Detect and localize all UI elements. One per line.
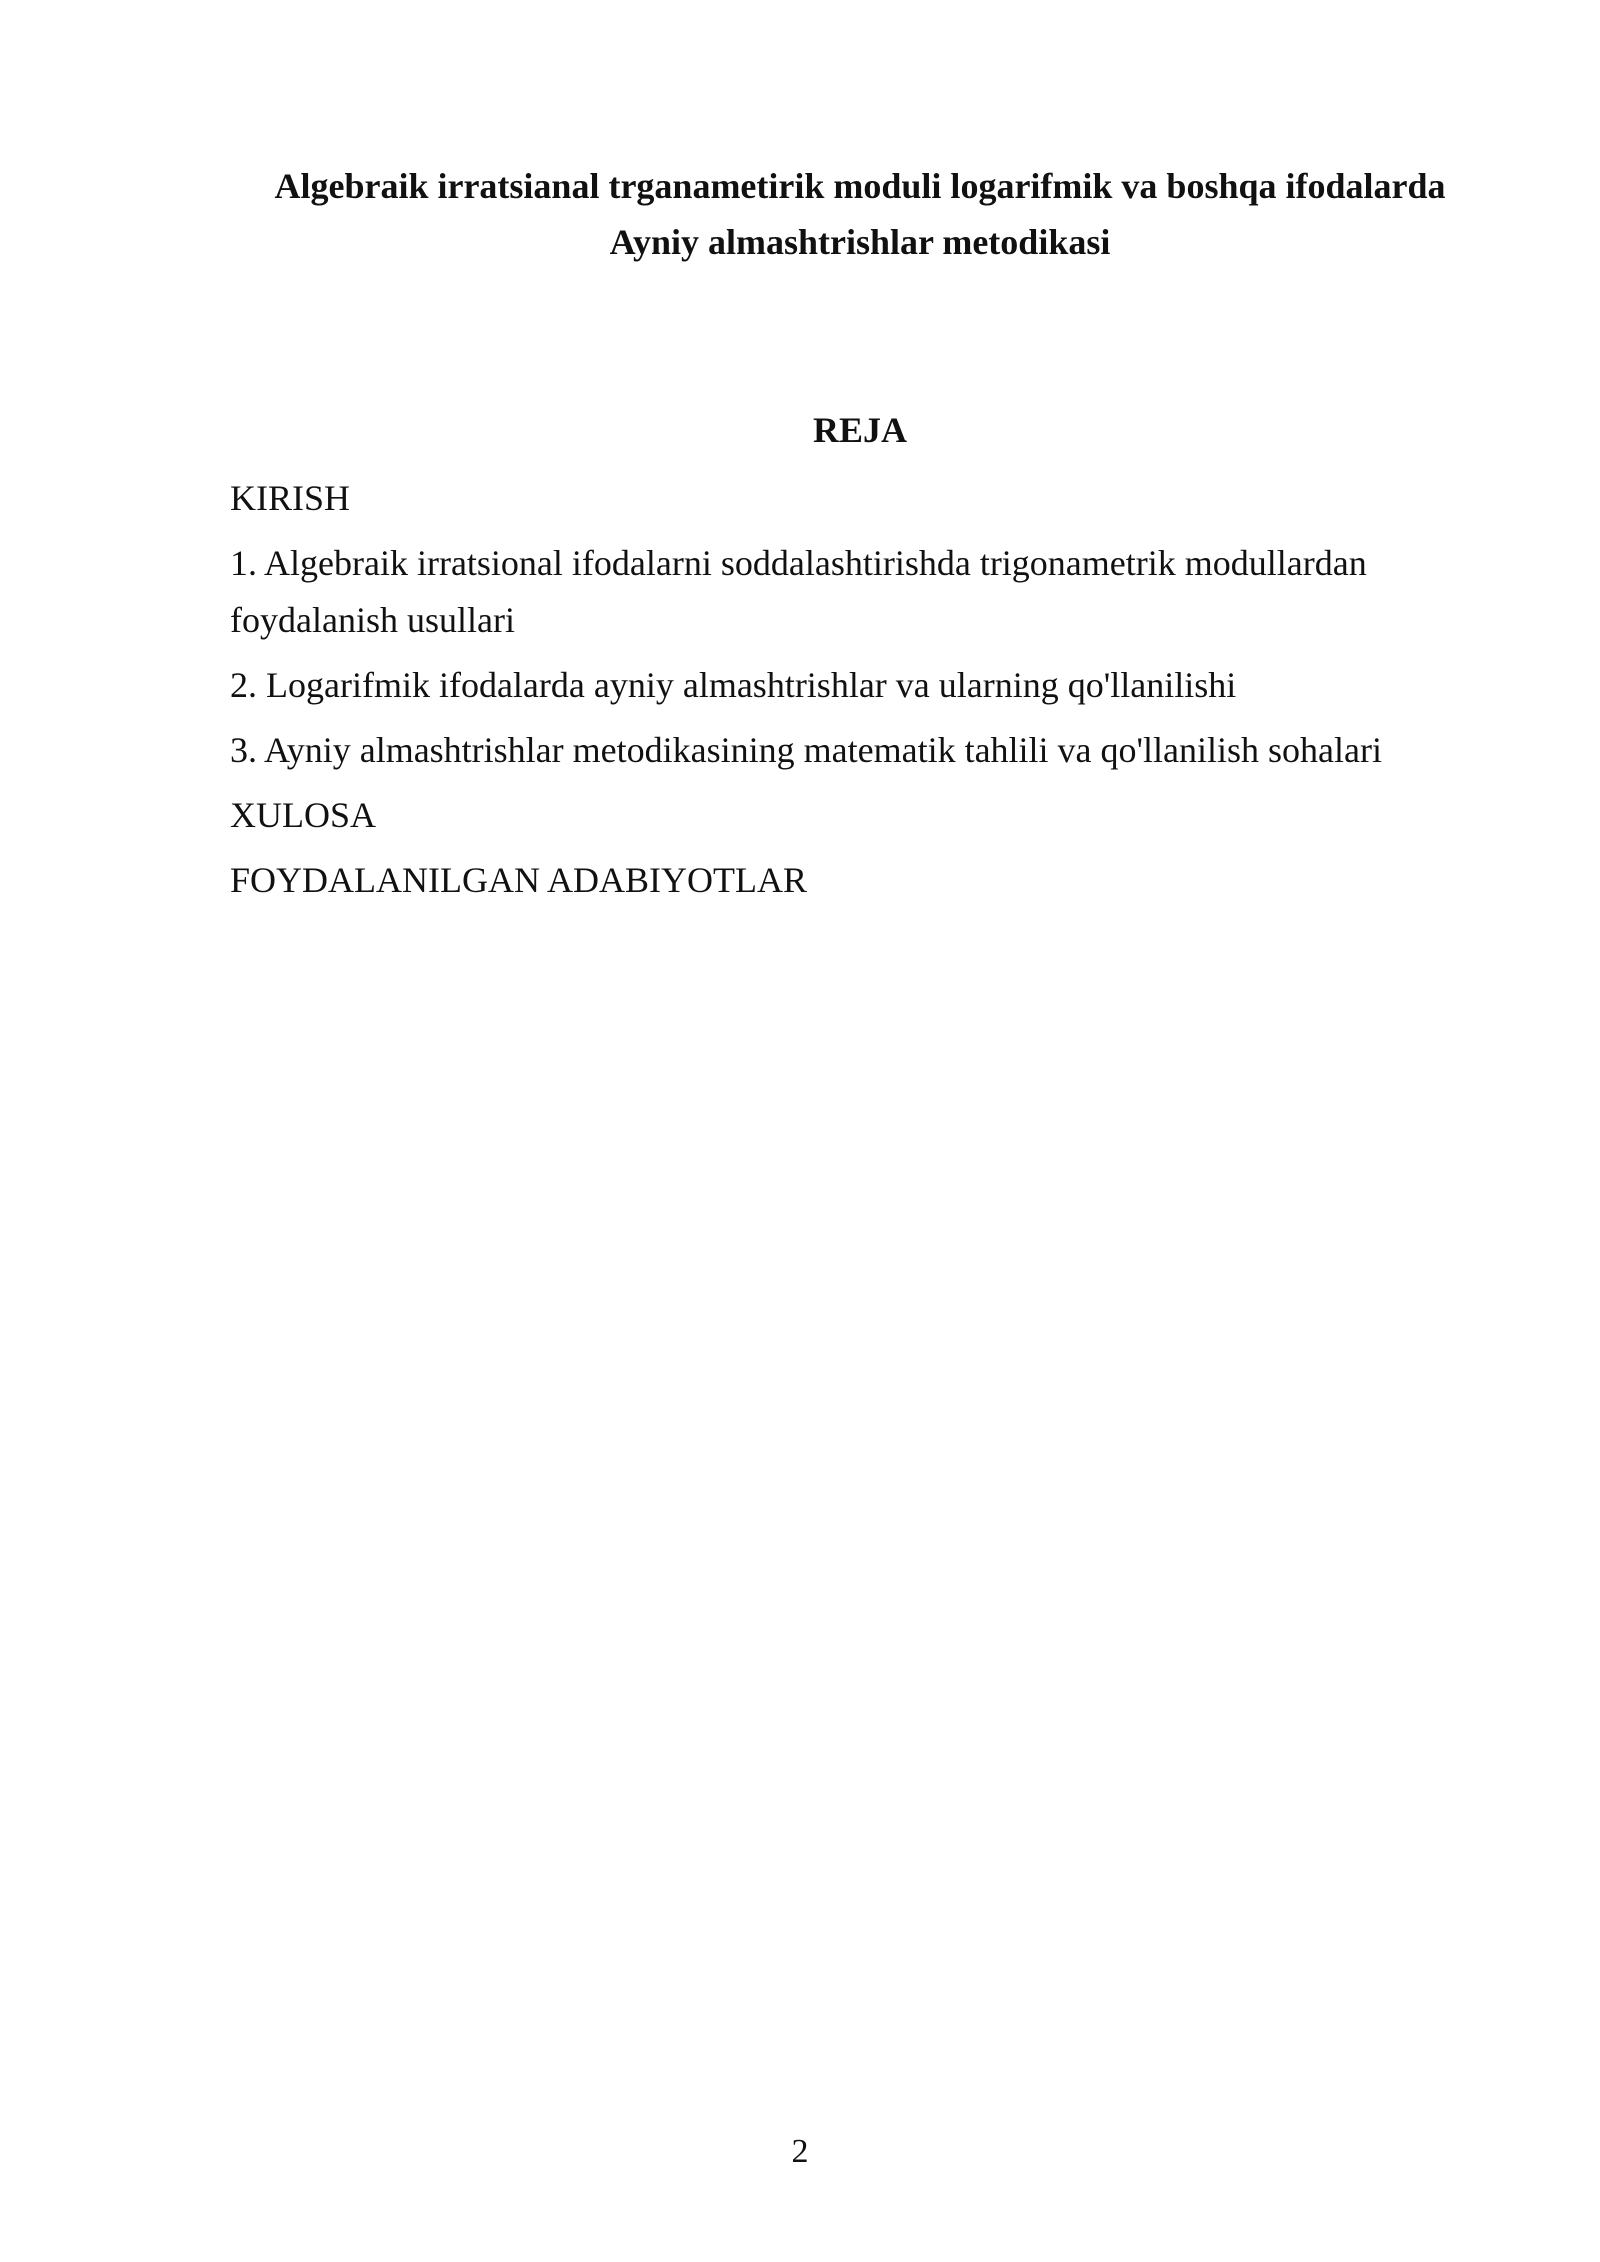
plan-heading: REJA [812,410,907,450]
title-line-2: Ayniy almashtrishlar metodikasi [609,222,1111,262]
plan-item-1: 1. Algebraik irratsional ifodalarni soddalashtirishda trigonametrik modullardan foydalanish usullari [230,543,1367,640]
plan-list [230,470,1450,917]
plan-item-conclusion: XULOSA [230,795,377,835]
plan-item-2: 2. Logarifmik ifodalarda ayniy almashtrishlar va ularning qo'llanilishi [230,665,1237,705]
plan-item-introduction: KIRISH [230,478,351,518]
plan-item-references: FOYDALANILGAN ADABIYOTLAR [230,860,807,900]
title-line-1: Algebraik irratsianal trganametirik moduli logarifmik va boshqa ifodalarda [274,166,1446,206]
plan-item-3: 3. Ayniy almashtrishlar metodikasining matematik tahlili va qo'llanilish sohalari [230,730,1382,770]
page-number: 2 [791,2133,809,2170]
document-title [230,158,1490,270]
